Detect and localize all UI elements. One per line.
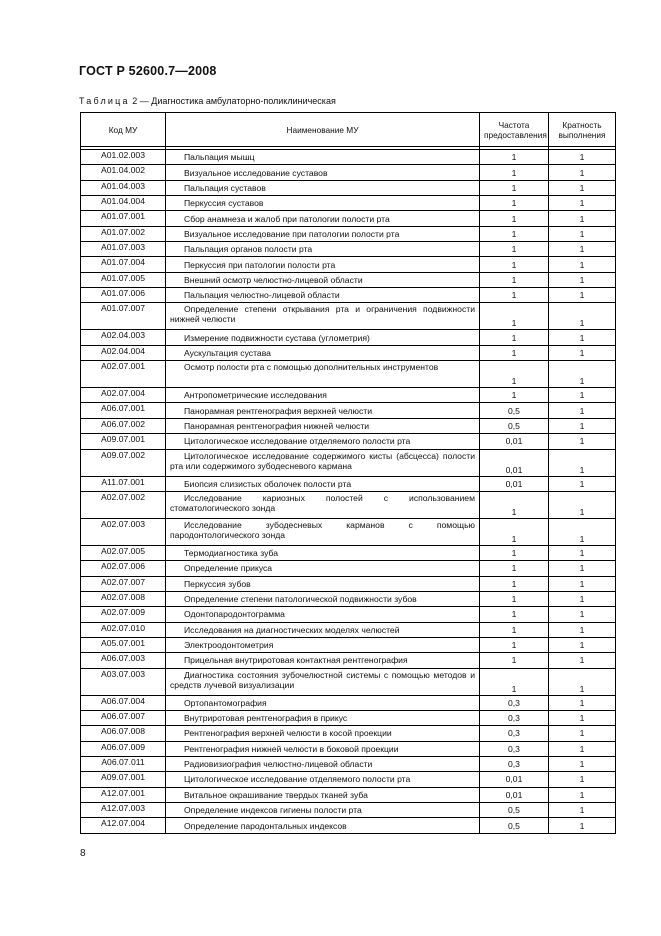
cell-multiplicity: 1 (549, 803, 616, 818)
table-caption (79, 96, 336, 106)
cell-code: A06.07.008 (81, 726, 166, 741)
table-row (81, 653, 616, 668)
table-row (81, 388, 616, 403)
cell-name (166, 257, 480, 272)
cell-frequency: 1 (480, 226, 549, 241)
cell-multiplicity: 1 (549, 787, 616, 802)
column-header-multiplicity: Кратность выполнения (549, 113, 616, 147)
cell-frequency: 1 (480, 211, 549, 226)
cell-multiplicity: 1 (549, 668, 616, 695)
cell-multiplicity: 1 (549, 491, 616, 518)
cell-code: A12.07.004 (81, 818, 166, 833)
cell-frequency: 1 (480, 637, 549, 652)
table-row (81, 330, 616, 345)
cell-name-text: Цитологическое исследование содержимого кисты (абсцесса) полости рта или содержимого зубодесневого кармана (170, 450, 475, 471)
cell-name (166, 818, 480, 833)
table-row (81, 607, 616, 622)
cell-name (166, 388, 480, 403)
cell-frequency: 1 (480, 242, 549, 257)
cell-frequency: 1 (480, 607, 549, 622)
cell-code: A01.07.007 (81, 303, 166, 330)
cell-name-text: Пальпация челюстно-лицевой области (184, 290, 340, 301)
document-header: ГОСТ Р 52600.7—2008 (79, 64, 217, 78)
cell-frequency: 1 (480, 576, 549, 591)
table-row (81, 772, 616, 787)
table-row (81, 150, 616, 165)
cell-frequency: 1 (480, 653, 549, 668)
cell-name-text: Электроодонтометрия (184, 640, 274, 651)
table-row (81, 637, 616, 652)
diagnostics-table (80, 112, 616, 834)
cell-multiplicity: 1 (549, 226, 616, 241)
cell-name-text: Биопсия слизистых оболочек полости рта (184, 478, 352, 489)
cell-name-text: Термодиагностика зуба (184, 548, 278, 559)
cell-code: A06.07.001 (81, 403, 166, 418)
cell-code: A01.04.002 (81, 165, 166, 180)
cell-name-text: Исследования на диагностических моделях челюстей (184, 624, 400, 635)
caption-prefix: Таблица (79, 96, 130, 106)
table-row (81, 561, 616, 576)
cell-multiplicity: 1 (549, 576, 616, 591)
cell-name (166, 288, 480, 303)
cell-name-text: Исследование кариозных полостей с использованием стоматологического зонда (170, 492, 475, 513)
table-header-row (81, 113, 616, 147)
cell-frequency: 1 (480, 668, 549, 695)
cell-frequency: 1 (480, 272, 549, 287)
cell-name (166, 803, 480, 818)
cell-code: A02.07.009 (81, 607, 166, 622)
cell-multiplicity: 1 (549, 345, 616, 360)
cell-name-text: Сбор анамнеза и жалоб при патологии полости рта (184, 213, 390, 224)
cell-name-text: Определение степени патологической подвижности зубов (184, 594, 417, 605)
table-row (81, 476, 616, 491)
cell-multiplicity: 1 (549, 653, 616, 668)
cell-multiplicity: 1 (549, 726, 616, 741)
cell-name-text: Осмотр полости рта с помощью дополнительных инструментов (184, 362, 439, 373)
cell-name-text: Внутриротовая рентгенография в прикус (184, 713, 348, 724)
cell-name-text: Пальпация суставов (184, 182, 266, 193)
cell-code: A02.07.002 (81, 491, 166, 518)
cell-name-text: Определение пародонтальных индексов (184, 820, 347, 831)
cell-multiplicity: 1 (549, 272, 616, 287)
table-row (81, 726, 616, 741)
cell-multiplicity: 1 (549, 818, 616, 833)
cell-code: A01.02.003 (81, 150, 166, 165)
cell-frequency: 0,01 (480, 787, 549, 802)
cell-multiplicity: 1 (549, 434, 616, 449)
cell-multiplicity: 1 (549, 741, 616, 756)
table-row (81, 741, 616, 756)
cell-frequency: 0,3 (480, 756, 549, 771)
cell-name-text: Пальпация органов полости рта (184, 244, 313, 255)
table-row (81, 803, 616, 818)
cell-multiplicity: 1 (549, 211, 616, 226)
cell-code: A02.07.010 (81, 622, 166, 637)
table-row (81, 180, 616, 195)
cell-name (166, 710, 480, 725)
cell-frequency: 1 (480, 165, 549, 180)
cell-name (166, 361, 480, 388)
cell-name-text: Перкуссия зубов (184, 578, 251, 589)
cell-name-text: Пальпация мышц (184, 152, 255, 163)
table-row (81, 668, 616, 695)
table-row (81, 576, 616, 591)
cell-code: A01.04.004 (81, 196, 166, 211)
cell-frequency: 1 (480, 561, 549, 576)
cell-code: A02.07.003 (81, 518, 166, 545)
cell-multiplicity: 1 (549, 150, 616, 165)
cell-name-text: Внешний осмотр челюстно-лицевой области (184, 274, 363, 285)
cell-name-text: Антропометрические исследования (184, 390, 327, 401)
cell-name-text: Панорамная рентгенография верхней челюсти (184, 405, 373, 416)
table-row (81, 545, 616, 560)
table-row (81, 695, 616, 710)
table-row (81, 491, 616, 518)
cell-frequency: 1 (480, 361, 549, 388)
cell-name-text: Цитологическое исследование отделяемого полости рта (184, 436, 411, 447)
cell-frequency: 0,3 (480, 726, 549, 741)
cell-code: A06.07.002 (81, 418, 166, 433)
cell-name-text: Рентгенография нижней челюсти в боковой проекции (184, 743, 399, 754)
cell-multiplicity: 1 (549, 591, 616, 606)
table-row (81, 361, 616, 388)
cell-code: A02.07.007 (81, 576, 166, 591)
cell-multiplicity: 1 (549, 695, 616, 710)
cell-name (166, 418, 480, 433)
cell-code: A01.07.003 (81, 242, 166, 257)
table-row (81, 242, 616, 257)
cell-name-text: Одонтопародонтограмма (184, 609, 285, 620)
cell-code: A02.04.003 (81, 330, 166, 345)
table-row (81, 622, 616, 637)
cell-frequency: 1 (480, 180, 549, 195)
cell-name (166, 772, 480, 787)
cell-name-text: Визуальное исследование суставов (184, 167, 328, 178)
table-row (81, 226, 616, 241)
cell-code: A12.07.001 (81, 787, 166, 802)
cell-multiplicity: 1 (549, 288, 616, 303)
caption-number: 2 (132, 96, 138, 106)
table-row (81, 257, 616, 272)
cell-code: A06.07.007 (81, 710, 166, 725)
cell-multiplicity: 1 (549, 165, 616, 180)
cell-multiplicity: 1 (549, 772, 616, 787)
cell-frequency: 1 (480, 150, 549, 165)
cell-code: A05.07.001 (81, 637, 166, 652)
cell-name (166, 434, 480, 449)
cell-frequency: 0,5 (480, 418, 549, 433)
cell-name (166, 491, 480, 518)
cell-frequency: 1 (480, 257, 549, 272)
cell-name (166, 303, 480, 330)
cell-frequency: 0,3 (480, 695, 549, 710)
cell-name-text: Аускультация сустава (184, 347, 271, 358)
cell-multiplicity: 1 (549, 388, 616, 403)
cell-multiplicity: 1 (549, 607, 616, 622)
cell-frequency: 0,01 (480, 476, 549, 491)
cell-name (166, 272, 480, 287)
cell-multiplicity: 1 (549, 710, 616, 725)
cell-code: A11.07.001 (81, 476, 166, 491)
cell-frequency: 1 (480, 622, 549, 637)
cell-multiplicity: 1 (549, 361, 616, 388)
table-row (81, 449, 616, 476)
cell-frequency: 1 (480, 345, 549, 360)
cell-frequency: 1 (480, 545, 549, 560)
cell-code: A06.07.011 (81, 756, 166, 771)
cell-multiplicity: 1 (549, 756, 616, 771)
cell-multiplicity: 1 (549, 196, 616, 211)
table-row (81, 165, 616, 180)
cell-frequency: 0,01 (480, 772, 549, 787)
cell-multiplicity: 1 (549, 622, 616, 637)
cell-code: A03.07.003 (81, 668, 166, 695)
cell-code: A09.07.001 (81, 772, 166, 787)
cell-name (166, 150, 480, 165)
cell-name (166, 330, 480, 345)
cell-name (166, 653, 480, 668)
cell-code: A01.07.001 (81, 211, 166, 226)
cell-frequency: 0,01 (480, 449, 549, 476)
cell-code: A06.07.004 (81, 695, 166, 710)
table-row (81, 818, 616, 833)
cell-code: A06.07.009 (81, 741, 166, 756)
cell-frequency: 0,01 (480, 434, 549, 449)
cell-name-text: Витальное окрашивание твердых тканей зуба (184, 789, 368, 800)
cell-frequency: 0,3 (480, 741, 549, 756)
table-row (81, 756, 616, 771)
cell-name (166, 695, 480, 710)
cell-multiplicity: 1 (549, 257, 616, 272)
cell-frequency: 0,5 (480, 818, 549, 833)
cell-code: A06.07.003 (81, 653, 166, 668)
cell-frequency: 0,3 (480, 710, 549, 725)
cell-multiplicity: 1 (549, 561, 616, 576)
cell-name-text: Определение прикуса (184, 563, 273, 574)
cell-name-text: Определение степени открывания рта и ограничения подвижности нижней челюсти (170, 304, 475, 325)
cell-name (166, 345, 480, 360)
cell-multiplicity: 1 (549, 449, 616, 476)
cell-name (166, 668, 480, 695)
cell-frequency: 1 (480, 303, 549, 330)
cell-multiplicity: 1 (549, 637, 616, 652)
cell-frequency: 1 (480, 330, 549, 345)
cell-name (166, 180, 480, 195)
table-row (81, 345, 616, 360)
cell-frequency: 1 (480, 518, 549, 545)
cell-name (166, 196, 480, 211)
cell-frequency: 0,5 (480, 403, 549, 418)
cell-name (166, 607, 480, 622)
cell-name-text: Радиовизиография челюстно-лицевой области (184, 759, 373, 770)
cell-code: A12.07.003 (81, 803, 166, 818)
table-row (81, 418, 616, 433)
cell-name (166, 756, 480, 771)
cell-multiplicity: 1 (549, 518, 616, 545)
cell-multiplicity: 1 (549, 180, 616, 195)
cell-name (166, 576, 480, 591)
cell-name-text: Панорамная рентгенография нижней челюсти (184, 420, 370, 431)
cell-frequency: 1 (480, 491, 549, 518)
cell-multiplicity: 1 (549, 242, 616, 257)
cell-name (166, 591, 480, 606)
column-header-name: Наименование МУ (166, 113, 480, 147)
table-row (81, 303, 616, 330)
cell-name (166, 211, 480, 226)
cell-name-text: Визуальное исследование при патологии полости рта (184, 228, 400, 239)
table-row (81, 591, 616, 606)
table-row (81, 787, 616, 802)
cell-name (166, 242, 480, 257)
caption-title: — Диагностика амбулаторно-поликлиническая (139, 96, 336, 106)
cell-code: A02.07.006 (81, 561, 166, 576)
cell-name (166, 403, 480, 418)
cell-name-text: Измерение подвижности сустава (углометрия) (184, 332, 370, 343)
cell-name-text: Ортопантомография (184, 697, 267, 708)
cell-code: A02.07.001 (81, 361, 166, 388)
cell-code: A02.07.004 (81, 388, 166, 403)
table-row (81, 272, 616, 287)
cell-code: A01.07.006 (81, 288, 166, 303)
cell-code: A09.07.001 (81, 434, 166, 449)
cell-multiplicity: 1 (549, 545, 616, 560)
page-number: 8 (80, 848, 86, 859)
cell-name (166, 449, 480, 476)
table-row (81, 403, 616, 418)
cell-frequency: 1 (480, 288, 549, 303)
table-row (81, 710, 616, 725)
cell-frequency: 1 (480, 388, 549, 403)
cell-multiplicity: 1 (549, 303, 616, 330)
cell-name (166, 726, 480, 741)
cell-code: A01.07.002 (81, 226, 166, 241)
table-row (81, 518, 616, 545)
column-header-frequency: Частота предоставления (480, 113, 549, 147)
cell-code: A09.07.002 (81, 449, 166, 476)
cell-name (166, 165, 480, 180)
cell-multiplicity: 1 (549, 418, 616, 433)
cell-name-text: Диагностика состояния зубочелюстной системы с помощью методов и средств лучевой визуализации (170, 669, 475, 690)
cell-name-text: Прицельная внутриротовая контактная рентгенография (184, 655, 408, 666)
cell-code: A02.04.004 (81, 345, 166, 360)
cell-name-text: Рентгенография верхней челюсти в косой проекции (184, 728, 392, 739)
cell-name (166, 787, 480, 802)
cell-name (166, 622, 480, 637)
cell-code: A02.07.005 (81, 545, 166, 560)
table-row (81, 196, 616, 211)
cell-name (166, 545, 480, 560)
cell-name (166, 518, 480, 545)
cell-code: A01.04.003 (81, 180, 166, 195)
cell-multiplicity: 1 (549, 403, 616, 418)
table-row (81, 288, 616, 303)
cell-name (166, 741, 480, 756)
cell-name (166, 226, 480, 241)
cell-multiplicity: 1 (549, 476, 616, 491)
table-row (81, 434, 616, 449)
column-header-code: Код МУ (81, 113, 166, 147)
table-row (81, 211, 616, 226)
cell-name-text: Определение индексов гигиены полости рта (184, 805, 362, 816)
cell-multiplicity: 1 (549, 330, 616, 345)
cell-frequency: 1 (480, 591, 549, 606)
cell-name (166, 476, 480, 491)
cell-name-text: Исследование зубодесневых карманов с помощью пародонтологического зонда (170, 519, 475, 540)
cell-frequency: 1 (480, 196, 549, 211)
cell-name (166, 561, 480, 576)
table-body (81, 150, 616, 834)
cell-name (166, 637, 480, 652)
cell-name-text: Перкуссия при патологии полости рта (184, 259, 336, 270)
cell-code: A02.07.008 (81, 591, 166, 606)
cell-name-text: Перкуссия суставов (184, 198, 264, 209)
cell-frequency: 0,5 (480, 803, 549, 818)
cell-code: A01.07.004 (81, 257, 166, 272)
cell-code: A01.07.005 (81, 272, 166, 287)
cell-name-text: Цитологическое исследование отделяемого полости рта (184, 774, 411, 785)
